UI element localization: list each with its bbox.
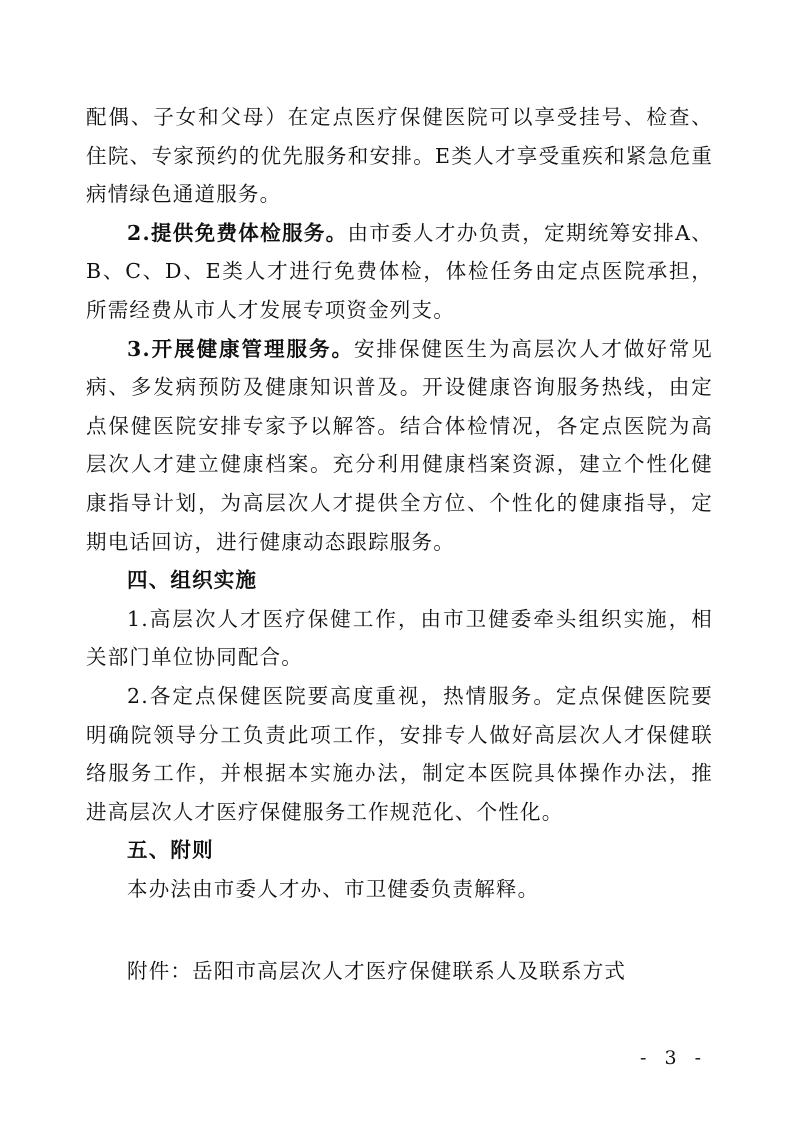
continuation-text: 配偶、子女和父母）在定点医疗保健医院可以享受挂号、检查、住院、专家预约的优先服务和安排。E类人才享受重疾和紧急危重病情绿色通道服务。 [86,105,713,207]
section-4-item-2: 2.各定点保健医院要高度重视，热情服务。定点保健医院要明确院领导分工负责此项工作，安排专人做好高层次人才保健联络服务工作，并根据本实施办法，制定本医院具体操作办法，推进高层次人才医疗保健服务工作规范化、个性化。 [86,683,713,824]
section-5-item-1: 本办法由市委人才办、市卫健委负责解释。 [127,876,540,901]
free-checkup-paragraph [86,214,713,330]
health-management-text: 安排保健医生为高层次人才做好常见病、多发病预防及健康知识普及。开设健康咨询服务热线，由定点保健医院安排专家予以解答。结合体检情况，各定点医院为高层次人才建立健康档案。充分利用健康档案资源，建立个性化健康指导计划，为高层次人才提供全方位、个性化的健康指导，定期电话回访，进行健康动态跟踪服务。 [86,336,713,554]
document-body [86,98,713,908]
health-management-lead: 3.开展健康管理服务。 [127,336,354,361]
page-number: - 3 - [639,1047,707,1069]
free-checkup-lead: 2.提供免费体检服务。 [127,220,348,245]
section-4-item-1: 1.高层次人才医疗保健工作，由市卫健委牵头组织实施，相关部门单位协同配合。 [86,606,713,670]
section-5-heading: 五、附则 [127,838,214,863]
health-management-paragraph [86,330,713,562]
continuation-paragraph [86,98,713,214]
free-checkup-text: 由市委人才办负责，定期统筹安排A、B、C、D、E类人才进行免费体检，体检任务由定点医院承担，所需经费从市人才发展专项资金列支。 [86,220,713,322]
attachment-line: 附件：岳阳市高层次人才医疗保健联系人及联系方式 [127,959,627,983]
section-4-heading: 四、组织实施 [127,568,258,593]
